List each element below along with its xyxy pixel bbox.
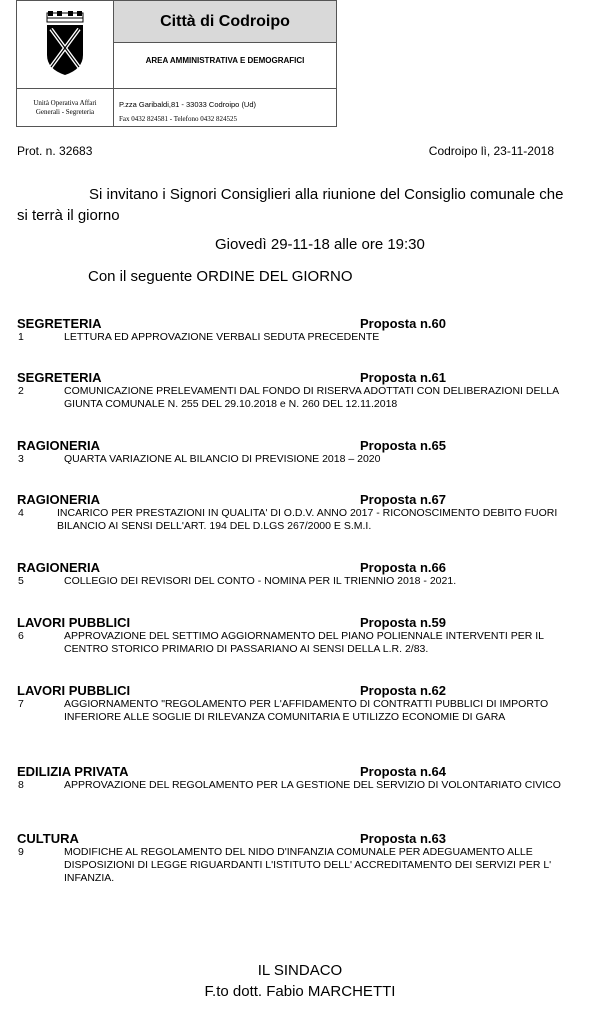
agenda-item <box>17 560 577 588</box>
agenda-section: SEGRETERIA <box>17 316 102 331</box>
agenda-proposal: Proposta n.62 <box>360 683 446 698</box>
agenda-proposal: Proposta n.61 <box>360 370 446 385</box>
agenda-section: EDILIZIA PRIVATA <box>17 764 129 779</box>
agenda-proposal: Proposta n.66 <box>360 560 446 575</box>
meeting-time: Giovedì 29-11-18 alle ore 19:30 <box>215 236 425 253</box>
contacts: Fax 0432 824581 - Telefono 0432 824525 <box>119 115 237 123</box>
office-unit <box>17 89 114 126</box>
agenda-item <box>17 831 577 885</box>
coat-of-arms-icon <box>39 11 91 77</box>
agenda-number: 9 <box>18 846 24 858</box>
agenda-item <box>17 615 577 656</box>
signer-role: IL SINDACO <box>257 962 343 979</box>
agenda-number: 1 <box>18 331 24 343</box>
agenda-number: 8 <box>18 779 24 791</box>
agenda-text: COMUNICAZIONE PRELEVAMENTI DAL FONDO DI RISERVA ADOTTATI CON DELIBERAZIONI DELLA GIUNTA COMUNALE N. 255 DEL 29.10.2018 e N. 260 DEL 12.11.2018 <box>64 385 559 410</box>
agenda-proposal: Proposta n.60 <box>360 316 446 331</box>
agenda-number: 6 <box>18 630 24 642</box>
agenda-text: MODIFICHE AL REGOLAMENTO DEL NIDO D'INFANZIA COMUNALE PER ADEGUAMENTO ALLE DISPOSIZIONI DI LEGGE RIGUARDANTI L'ISTITUTO DELL' ACCREDITAMENTO DEI SERVIZI PER L' INFANZIA. <box>64 846 552 884</box>
protocol-number: Prot. n. 32683 <box>17 144 93 158</box>
agenda-section: LAVORI PUBBLICI <box>17 683 131 698</box>
invitation-text <box>17 184 577 226</box>
agenda-section: RAGIONERIA <box>17 492 101 507</box>
agenda-item <box>17 492 577 533</box>
agenda-proposal: Proposta n.64 <box>360 764 446 779</box>
agenda-text: COLLEGIO DEI REVISORI DEL CONTO - NOMINA PER IL TRIENNIO 2018 - 2021. <box>64 575 457 587</box>
agenda-item <box>17 683 577 724</box>
invitation-body: Si invitano i Signori Consiglieri alla riunione del Consiglio comunale che si terrà il giorno <box>17 186 564 224</box>
agenda-section: RAGIONERIA <box>17 560 101 575</box>
signer-name: F.to dott. Fabio MARCHETTI <box>204 983 396 1000</box>
place-date: Codroipo lì, 23-11-2018 <box>428 144 554 158</box>
agenda-number: 2 <box>18 385 24 397</box>
agenda-number: 3 <box>18 453 24 465</box>
city-title: Città di Codroipo <box>160 13 290 30</box>
agenda-proposal: Proposta n.59 <box>360 615 446 630</box>
agenda-number: 5 <box>18 575 24 587</box>
letterhead <box>16 0 337 127</box>
agenda-number: 7 <box>18 698 24 710</box>
agenda-text: QUARTA VARIAZIONE AL BILANCIO DI PREVISIONE 2018 – 2020 <box>64 453 381 465</box>
agenda-proposal: Proposta n.65 <box>360 438 446 453</box>
agenda-text: AGGIORNAMENTO "REGOLAMENTO PER L'AFFIDAMENTO DI CONTRATTI PUBBLICI DI IMPORTO INFERIORE ALLE SOGLIE DI RILEVANZA COMUNITARIA E UTILIZZO ECONOMIE DI GARA <box>64 698 549 723</box>
coat-of-arms <box>17 1 114 88</box>
agenda-section: SEGRETERIA <box>17 370 102 385</box>
agenda-number: 4 <box>18 507 24 519</box>
city-title-box <box>114 1 336 43</box>
agenda-item <box>17 316 577 344</box>
agenda-text: INCARICO PER PRESTAZIONI IN QUALITA' DI O.D.V. ANNO 2017 - RICONOSCIMENTO DEBITO FUORI BILANCIO AI SENSI DELL'ART. 194 DEL D.LGS 267/2000 E S.M.I. <box>57 507 558 532</box>
unit-line-1: Unità Operativa Affari <box>33 99 97 107</box>
department-name: AREA AMMINISTRATIVA E DEMOGRAFICI <box>145 56 305 65</box>
agenda-section: LAVORI PUBBLICI <box>17 615 131 630</box>
address-block <box>119 98 256 126</box>
agenda-text: LETTURA ED APPROVAZIONE VERBALI SEDUTA PRECEDENTE <box>64 331 380 343</box>
agenda-section: RAGIONERIA <box>17 438 101 453</box>
agenda-section: CULTURA <box>17 831 79 846</box>
agenda-item <box>17 370 577 411</box>
agenda-text: APPROVAZIONE DEL SETTIMO AGGIORNAMENTO DEL PIANO POLIENNALE INTERVENTI PER IL CENTRO STORICO PRIMARIO DI PASSARIANO AI SENSI DELLA L.R. 2/83. <box>64 630 544 655</box>
unit-line-2: Generali - Segreteria <box>35 108 95 116</box>
agenda-intro: Con il seguente ORDINE DEL GIORNO <box>88 268 353 285</box>
agenda-item <box>17 764 577 792</box>
agenda-proposal: Proposta n.67 <box>360 492 446 507</box>
agenda-text: APPROVAZIONE DEL REGOLAMENTO PER LA GESTIONE DEL SERVIZIO DI VOLONTARIATO CIVICO <box>64 779 561 791</box>
address: P.zza Garibaldi,81 - 33033 Codroipo (Ud) <box>119 100 257 109</box>
agenda-item <box>17 438 577 466</box>
agenda-proposal: Proposta n.63 <box>360 831 446 846</box>
